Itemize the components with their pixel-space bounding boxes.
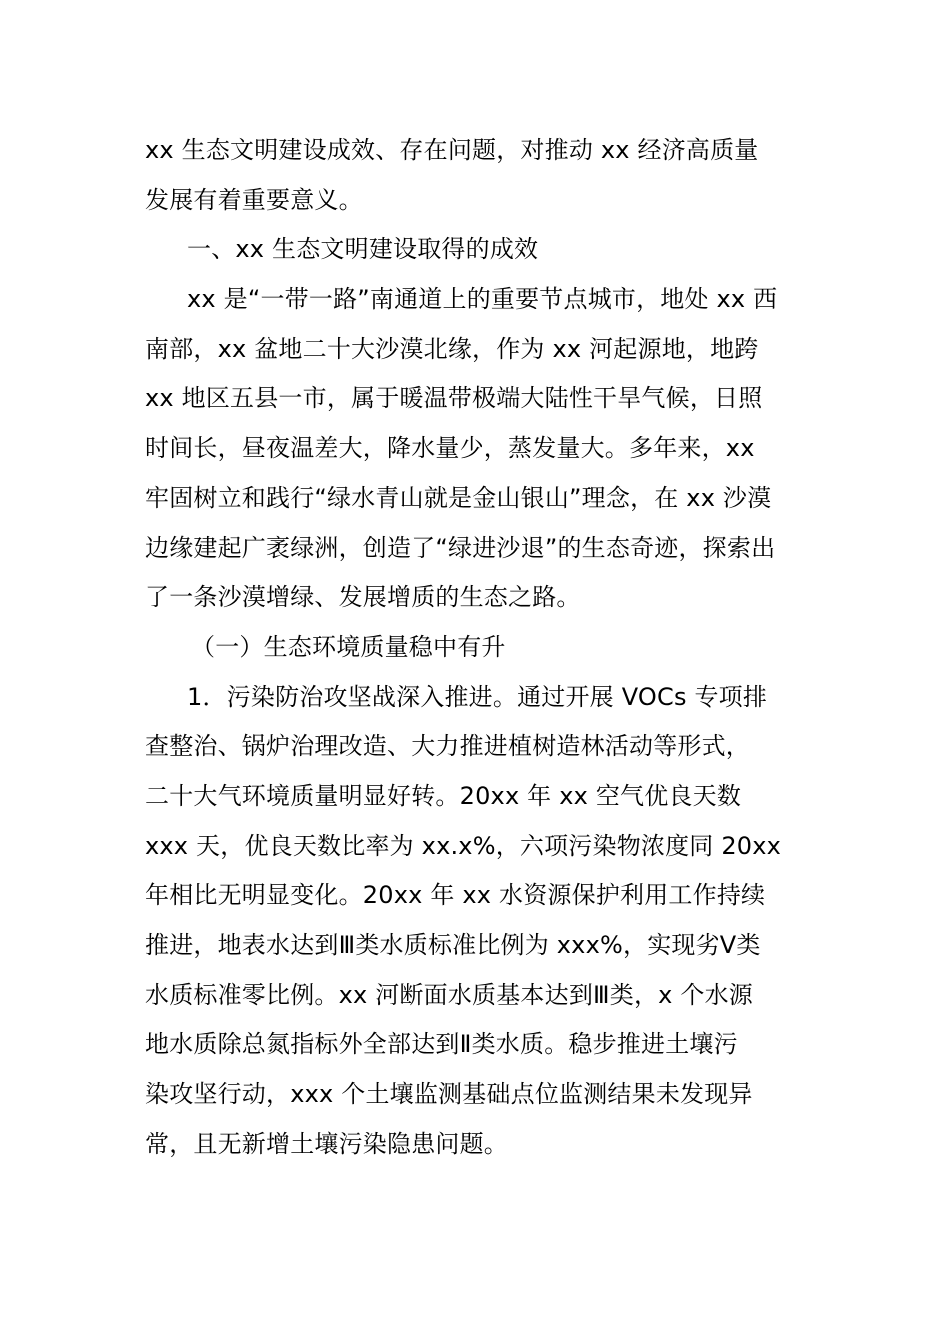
paragraph-line: 了一条沙漠增绿、发展增质的生态之路。 xyxy=(145,583,581,612)
paragraph-line: 推进，地表水达到Ⅲ类水质标准比例为 xxx%，实现劣Ⅴ类 xyxy=(145,931,761,959)
paragraph-line: 常，且无新增土壤污染隐患问题。 xyxy=(145,1129,508,1158)
paragraph-line: 二十大气环境质量明显好转。20xx 年 xx 空气优良天数 xyxy=(145,781,742,810)
paragraph-line: xxx 天，优良天数比率为 xx.x%，六项污染物浓度同 20xx xyxy=(145,831,782,860)
body-text xyxy=(145,126,815,1169)
paragraph-line: 牢固树立和践行“绿水青山就是金山银山”理念，在 xx 沙漠 xyxy=(145,483,772,512)
paragraph-line: 南部，xx 盆地二十大沙漠北缘，作为 xx 河起源地，地跨 xyxy=(145,334,759,363)
section-heading: 一、xx 生态文明建设取得的成效 xyxy=(187,235,539,264)
subsection-heading: （一）生态环境质量稳中有升 xyxy=(191,632,506,661)
paragraph-line: 地水质除总氮指标外全部达到Ⅱ类水质。稳步推进土壤污 xyxy=(145,1030,738,1059)
paragraph-line: 发展有着重要意义。 xyxy=(145,185,363,214)
paragraph-line: 边缘建起广袤绿洲，创造了“绿进沙退”的生态奇迹，探索出 xyxy=(145,533,776,562)
paragraph-line: xx 生态文明建设成效、存在问题，对推动 xx 经济高质量 xyxy=(145,136,759,164)
paragraph-line: 时间长，昼夜温差大，降水量少，蒸发量大。多年来，xx xyxy=(145,434,755,463)
paragraph-line: 水质标准零比例。xx 河断面水质基本达到Ⅲ类，x 个水源 xyxy=(145,980,754,1009)
paragraph-line: xx 是“一带一路”南通道上的重要节点城市，地处 xx 西 xyxy=(187,285,778,314)
paragraph-line: 染攻坚行动，xxx 个土壤监测基础点位监测结果未发现异 xyxy=(145,1080,753,1109)
paragraph-line: 年相比无明显变化。20xx 年 xx 水资源保护利用工作持续 xyxy=(145,881,766,910)
paragraph-line: 查整治、锅炉治理改造、大力推进植树造林活动等形式， xyxy=(145,732,750,761)
paragraph-line: xx 地区五县一市，属于暖温带极端大陆性干旱气候，日照 xyxy=(145,384,763,413)
paragraph-line: 1．污染防治攻坚战深入推进。通过开展 VOCs 专项排 xyxy=(187,682,768,711)
